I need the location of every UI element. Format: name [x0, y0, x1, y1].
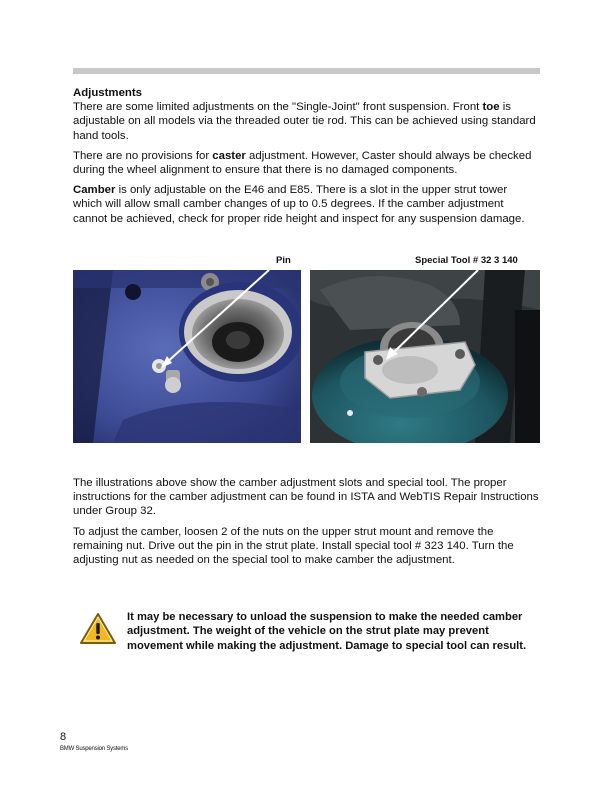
special-tool-photo — [310, 270, 540, 443]
caster-paragraph-start: There are no provisions for — [73, 149, 213, 162]
adjust-camber-paragraph: To adjust the camber, loosen 2 of the nuts on the upper strut mount and remove the remaining nut. Drive out the pin in the strut plate. Install special tool # 323 140. Turn the adjusting nut as needed on the special tool to make camber the adjustment. — [73, 525, 514, 567]
document-title: BMW Suspension Systems — [60, 746, 128, 752]
toe-paragraph-end: is adjustable on all models via the threaded outer tie rod. This can be achieved using standard hand tools. — [73, 101, 536, 142]
figure-captions — [0, 255, 612, 269]
strut-tower-pin-photo — [73, 270, 301, 443]
camber-paragraph-end: is only adjustable on the E46 and E85. There is a slot in the upper strut tower which will allow small camber changes of up to 0.5 degrees. If the camber adjustment cannot be achieved, check for proper ride height and inspect for any suspension damage. — [73, 184, 525, 225]
warning-triangle-icon — [79, 612, 117, 646]
toe-paragraph-start: There are some limited adjustments on the "Single-Joint" front suspension. Front — [73, 101, 483, 114]
pin-caption: Pin — [276, 255, 291, 266]
adjustments-section — [73, 86, 539, 232]
caster-term: caster — [212, 149, 246, 162]
header-rule — [73, 68, 540, 74]
illustrations-paragraph: The illustrations above show the camber adjustment slots and special tool. The proper instructions for the camber adjustment can be found in ISTA and WebTIS Repair Instructions under Group 32. — [73, 477, 539, 518]
page-number: 8 — [60, 731, 67, 743]
special-tool-illustration — [310, 270, 540, 443]
toe-term: toe — [482, 101, 500, 114]
section-heading: Adjustments — [73, 87, 142, 99]
procedure-section — [73, 476, 539, 573]
caster-paragraph-end: adjustment. However, Caster should always be checked during the wheel alignment to ensure that there is no damaged components. — [73, 149, 532, 177]
camber-term: Camber — [73, 184, 116, 197]
warning-text: It may be necessary to unload the suspension to make the needed camber adjustment. The weight of the vehicle on the strut plate may prevent movement while making the adjustment. Damage to special tool can result. — [127, 611, 527, 652]
strut-tower-pin-illustration — [73, 270, 301, 443]
special-tool-caption: Special Tool # 32 3 140 — [415, 255, 518, 266]
